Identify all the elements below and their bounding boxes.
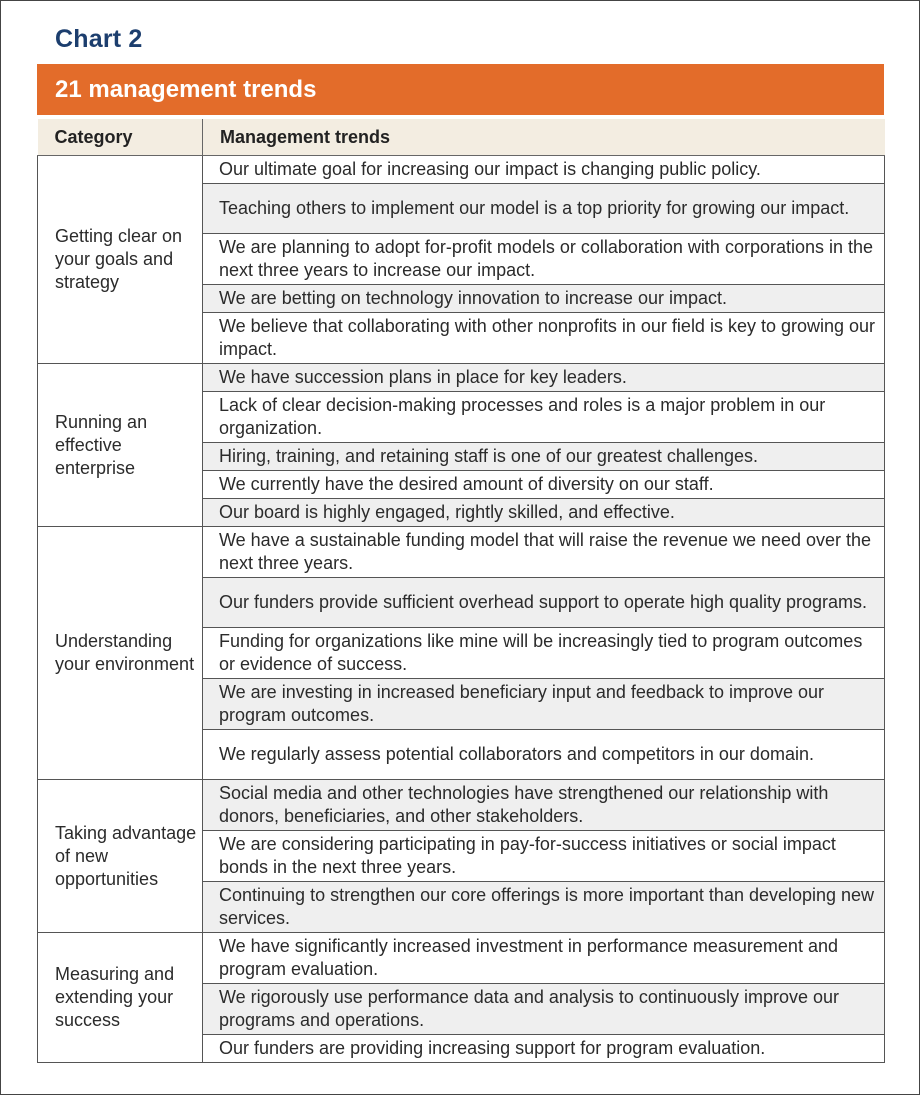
category-cell: Getting clear on your goals and strategy [38, 156, 203, 364]
table-row [38, 156, 885, 184]
table-row [38, 527, 885, 578]
category-cell: Measuring and extending your success [38, 933, 203, 1063]
table-title-banner: 21 management trends [37, 64, 884, 115]
trends-table [37, 119, 885, 1063]
trend-cell: We have succession plans in place for key leaders. [203, 364, 885, 392]
trend-cell: Lack of clear decision-making processes and roles is a major problem in our organization. [203, 392, 885, 443]
table-header-row [38, 119, 885, 156]
trend-cell: Funding for organizations like mine will be increasingly tied to program outcomes or evidence of success. [203, 628, 885, 679]
category-cell: Running an effective enterprise [38, 364, 203, 527]
trends-table-wrap [37, 119, 884, 1063]
trend-cell: We have significantly increased investment in performance measurement and program evaluation. [203, 933, 885, 984]
trend-cell: We believe that collaborating with other nonprofits in our field is key to growing our impact. [203, 313, 885, 364]
trend-cell: Our funders are providing increasing support for program evaluation. [203, 1035, 885, 1063]
trend-cell: We have a sustainable funding model that will raise the revenue we need over the next three years. [203, 527, 885, 578]
trend-cell: We rigorously use performance data and analysis to continuously improve our programs and operations. [203, 984, 885, 1035]
trend-cell: Hiring, training, and retaining staff is one of our greatest challenges. [203, 443, 885, 471]
trend-cell: Social media and other technologies have strengthened our relationship with donors, beneficiaries, and other stakeholders. [203, 780, 885, 831]
trend-cell: Continuing to strengthen our core offerings is more important than developing new services. [203, 882, 885, 933]
trend-cell: We are betting on technology innovation to increase our impact. [203, 285, 885, 313]
category-cell: Taking advantage of new opportunities [38, 780, 203, 933]
trend-cell: We regularly assess potential collaborators and competitors in our domain. [203, 730, 885, 780]
trend-cell: Our funders provide sufficient overhead support to operate high quality programs. [203, 578, 885, 628]
trend-cell: We are considering participating in pay-for-success initiatives or social impact bonds in the next three years. [203, 831, 885, 882]
category-cell: Understanding your environment [38, 527, 203, 780]
trend-cell: We are planning to adopt for-profit models or collaboration with corporations in the next three years to increase our impact. [203, 234, 885, 285]
table-row [38, 364, 885, 392]
trend-cell: Our board is highly engaged, rightly skilled, and effective. [203, 499, 885, 527]
table-row [38, 780, 885, 831]
chart-label: Chart 2 [55, 25, 143, 53]
trend-cell: Teaching others to implement our model is a top priority for growing our impact. [203, 184, 885, 234]
column-header-category: Category [38, 119, 203, 156]
table-row [38, 933, 885, 984]
column-header-trends: Management trends [203, 119, 885, 156]
trend-cell: Our ultimate goal for increasing our impact is changing public policy. [203, 156, 885, 184]
trend-cell: We currently have the desired amount of diversity on our staff. [203, 471, 885, 499]
trend-cell: We are investing in increased beneficiary input and feedback to improve our program outcomes. [203, 679, 885, 730]
